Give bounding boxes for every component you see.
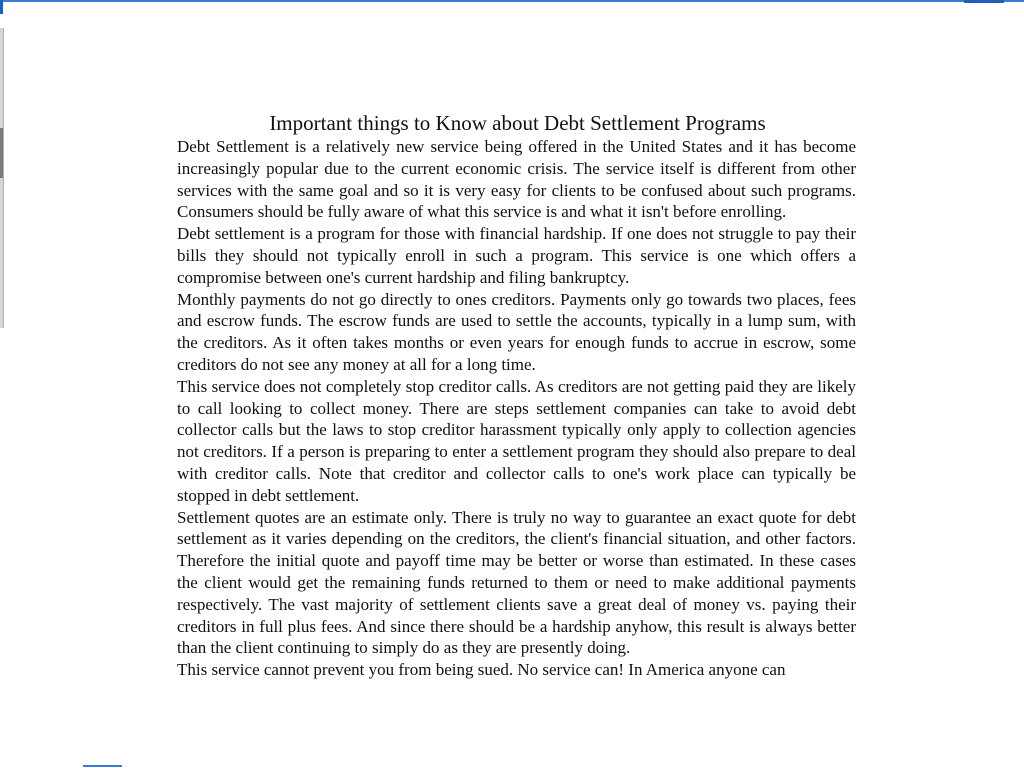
top-right-frame-marker: [964, 0, 1004, 3]
article-paragraph: This service does not completely stop creditor calls. As creditors are not getting paid they are likely to call looking to collect money. There are steps settlement companies can take to avoid debt collector calls but the laws to stop creditor harassment typically only apply to collection agencies not creditors. If a person is preparing to enter a settlement program they should also prepare to deal with creditor calls. Note that creditor and collector calls to one's work place can typically be stopped in debt settlement.: [177, 376, 856, 505]
article-title: Important things to Know about Debt Settlement Programs: [269, 111, 766, 135]
bottom-link-underline[interactable]: [83, 765, 122, 767]
article: [177, 110, 856, 681]
article-paragraph: Settlement quotes are an estimate only. There is truly no way to guarantee an exact quote for debt settlement as it varies depending on the creditors, the client's financial situation, and other factors. Therefore the initial quote and payoff time may be better or worse than estimated. In these cases the client would get the remaining funds returned to them or need to make additional payments respectively. The vast majority of settlement clients save a great deal of money vs. paying their creditors in full plus fees. And since there should be a hardship anyhow, this result is always better than the client continuing to simply do as they are presently doing.: [177, 507, 856, 658]
article-paragraph: Debt Settlement is a relatively new service being offered in the United States and it has become increasingly popular due to the current economic crisis. The service itself is different from other services with the same goal and so it is very easy for clients to be confused about such programs. Consumers should be fully aware of what this service is and what it isn't before enrolling.: [177, 137, 856, 222]
left-frame-edge[interactable]: [0, 28, 4, 328]
article-paragraph: Debt settlement is a program for those with financial hardship. If one does not struggle to pay their bills they should not typically enroll in such a program. This service is one which offers a compromise between one's current hardship and filing bankruptcy.: [177, 224, 856, 287]
top-left-frame-marker: [0, 0, 3, 14]
top-window-edge: [0, 0, 1024, 2]
article-body: [177, 136, 856, 681]
article-paragraph: Monthly payments do not go directly to ones creditors. Payments only go towards two places, fees and escrow funds. The escrow funds are used to settle the accounts, typically in a lump sum, with the creditors. As it often takes months or even years for enough funds to accrue in escrow, some creditors do not see any money at all for a long time.: [177, 289, 856, 374]
article-paragraph: This service cannot prevent you from being sued. No service can! In America anyone can: [177, 660, 786, 680]
frame-resize-handle[interactable]: [0, 128, 3, 178]
